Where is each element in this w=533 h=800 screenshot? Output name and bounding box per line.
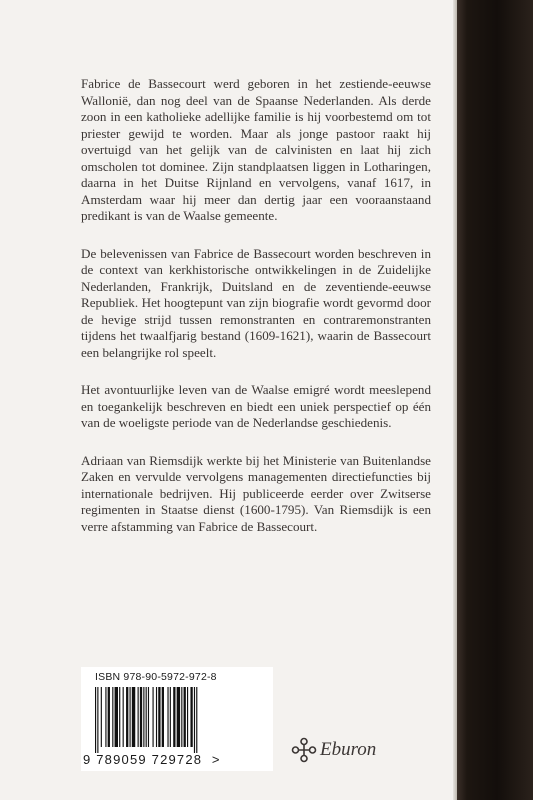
barcode-digits: 9 789059 729728 > xyxy=(83,752,221,767)
blurb-paragraph-1: Fabrice de Bassecourt werd geboren in het zestiende-eeuwse Wallonië, dan nog deel van de Spaanse Nederlanden. Als derde zoon in een katholieke adellijke familie is hij voorbestemd om tot priester gewijd te worden. Maar als jonge pastoor raakt hij overtuigd van het gelijk van de calvinisten en laat hij zich omscholen tot dominee. Zijn standplaatsen liggen in Lotharingen, daarna in het Duitse Rijnland en vervolgens, vanaf 1617, in Amsterdam waar hij meer dan dertig jaar een vooraanstaand predikant is van de Waalse gemeente. xyxy=(81,76,431,223)
barcode-box xyxy=(81,667,273,771)
isbn-label: ISBN 978-90-5972-972-8 xyxy=(95,671,217,683)
fleur-cross-icon xyxy=(291,737,317,763)
blurb-text xyxy=(81,76,431,556)
blurb-paragraph-2: De belevenissen van Fabrice de Bassecourt worden beschreven in de context van kerkhistorische ontwikkelingen in de Zuidelijke Nederlanden, Frankrijk, Duitsland en de zeventiende-eeuwse Republiek. Het hoogtepunt van zijn biografie wordt gevormd door de hevige strijd tussen remonstranten en contraremonstranten tijdens het twaalfjarig bestand (1609-1621), waarin de Bassecourt een belangrijke rol speelt. xyxy=(81,245,431,360)
blurb-paragraph-3: Het avontuurlijke leven van de Waalse emigré wordt meeslepend en toegankelijk beschreven en biedt een uniek perspectief op één van de woeligste periode van de Nederlandse geschiedenis. xyxy=(81,382,431,430)
author-bio: Adriaan van Riemsdijk werkte bij het Ministerie van Buitenlandse Zaken en vervulde vervolgens managementen directiefuncties bij internationale bedrijven. Hij publiceerde eerder over Zwitserse regimenten in Staatse dienst (1600-1795). Van Riemsdijk is een verre afstamming van Fabrice de Bassecourt. xyxy=(81,452,431,534)
publisher-logo xyxy=(291,736,376,764)
barcode-bars xyxy=(93,687,253,753)
book-spine xyxy=(457,0,533,800)
publisher-name: Eburon xyxy=(320,739,377,760)
